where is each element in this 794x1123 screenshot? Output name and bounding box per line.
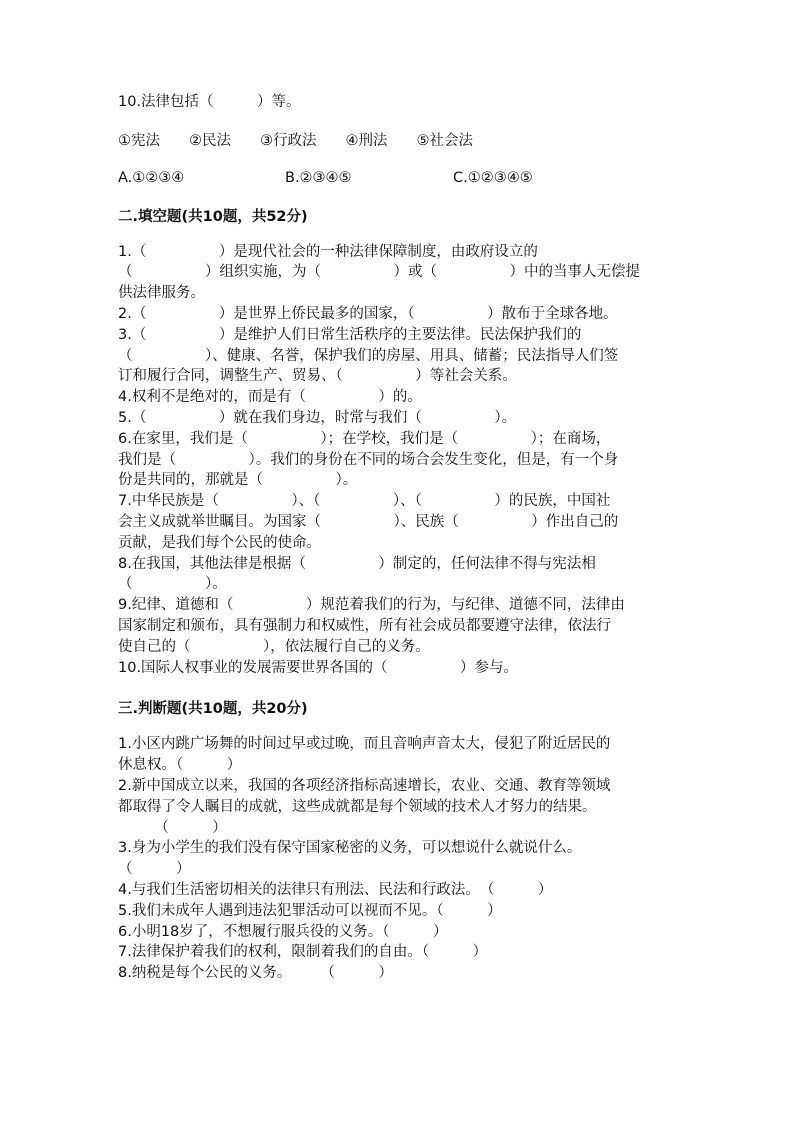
text-line: 6.小明18岁了，不想履行服兵役的义务。（ ） — [118, 923, 448, 940]
text-line: 我们是（ ）。我们的身份在不同的场合会发生变化，但是，有一个身 — [118, 451, 619, 468]
text-line: 休息权。（ ） — [118, 757, 242, 774]
section-2-title: 二.填空题(共10题，共52分) — [118, 208, 308, 225]
text-line: （ ） — [118, 819, 227, 836]
exam-page — [118, 92, 678, 984]
section-2-body — [118, 242, 678, 679]
text-line: （ ）。 — [118, 576, 227, 593]
text-line: 1.（ ）是现代社会的一种法律保障制度，由政府设立的 — [118, 243, 538, 260]
text-line: 8.在我国，其他法律是根据（ ）制定的，任何法律不得与宪法相 — [118, 555, 596, 572]
text-line: 5.我们未成年人遇到违法犯罪活动可以视而不见。（ ） — [118, 902, 502, 919]
text-line: 都取得了令人瞩目的成就，这些成就都是每个领域的技术人才努力的结果。 — [118, 798, 597, 815]
section-3-title: 三.判断题(共10题，共20分) — [118, 701, 308, 718]
text-line: 供法律服务。 — [118, 285, 205, 302]
text-line: 7.法律保护着我们的权利，限制着我们的自由。（ ） — [118, 944, 488, 961]
text-line: 使自己的（ ），依法履行自己的义务。 — [118, 638, 430, 655]
text-line: （ ）、健康、名誉，保护我们的房屋、用具、储蓄；民法指导人们签 — [118, 347, 619, 364]
question-10-options: ①宪法 ②民法 ③行政法 ④刑法 ⑤社会法 — [118, 132, 473, 149]
text-line: 10.国际人权事业的发展需要世界各国的（ ）参与。 — [118, 659, 519, 676]
text-line: 4.权利不是绝对的，而是有（ ）的。 — [118, 389, 422, 406]
text-line: 1.小区内跳广场舞的时间过早或过晚，而且音响声音太大，侵犯了附近居民的 — [118, 736, 611, 753]
text-line: 4.与我们生活密切相关的法律只有刑法、民法和行政法。 （ ） — [118, 881, 553, 898]
text-line: 贡献，是我们每个公民的使命。 — [118, 534, 321, 551]
text-line: 7.中华民族是（ ）、（ ）、（ ）的民族，中国社 — [118, 493, 611, 510]
text-line: （ ）组织实施，为（ ）或（ ）中的当事人无偿提 — [118, 264, 640, 281]
choice-c: C.①②③④⑤ — [453, 169, 533, 186]
text-line: 份是共同的，那就是（ ）。 — [118, 472, 358, 489]
text-line: 5.（ ）就在我们身边，时常与我们（ ）。 — [118, 409, 517, 426]
text-line: 订和履行合同，调整生产、贸易、（ ）等社会关系。 — [118, 368, 517, 385]
text-line: 3.（ ）是维护人们日常生活秩序的主要法律。民法保护我们的 — [118, 326, 582, 343]
text-line: 2.（ ）是世界上侨民最多的国家，（ ）散布于全球各地。 — [118, 305, 618, 322]
text-line: 会主义成就举世瞩目。为国家（ ）、民族（ ）作出自己的 — [118, 513, 619, 530]
text-line: 8.纳税是每个公民的义务。 （ ） — [118, 965, 393, 982]
question-10-stem: 10.法律包括（ ）等。 — [118, 94, 301, 110]
text-line: 2.新中国成立以来，我国的各项经济指标高速增长，农业、交通、教育等领域 — [118, 777, 611, 794]
choice-b: B.②③④⑤ — [285, 169, 352, 186]
text-line: 国家制定和颁布，具有强制力和权威性，所有社会成员都要遵守法律，依法行 — [118, 617, 611, 634]
section-3-body — [118, 734, 678, 984]
choice-a: A.①②③④ — [118, 169, 185, 186]
text-line: 3.身为小学生的我们没有保守国家秘密的义务，可以想说什么就说什么。 — [118, 840, 582, 857]
text-line: 6.在家里，我们是（ ）；在学校，我们是（ ）；在商场， — [118, 430, 611, 447]
text-line: （ ） — [118, 861, 191, 878]
text-line: 9.纪律、道德和（ ）规范着我们的行为，与纪律、道德不同，法律由 — [118, 597, 625, 614]
question-10-choices — [118, 170, 678, 186]
